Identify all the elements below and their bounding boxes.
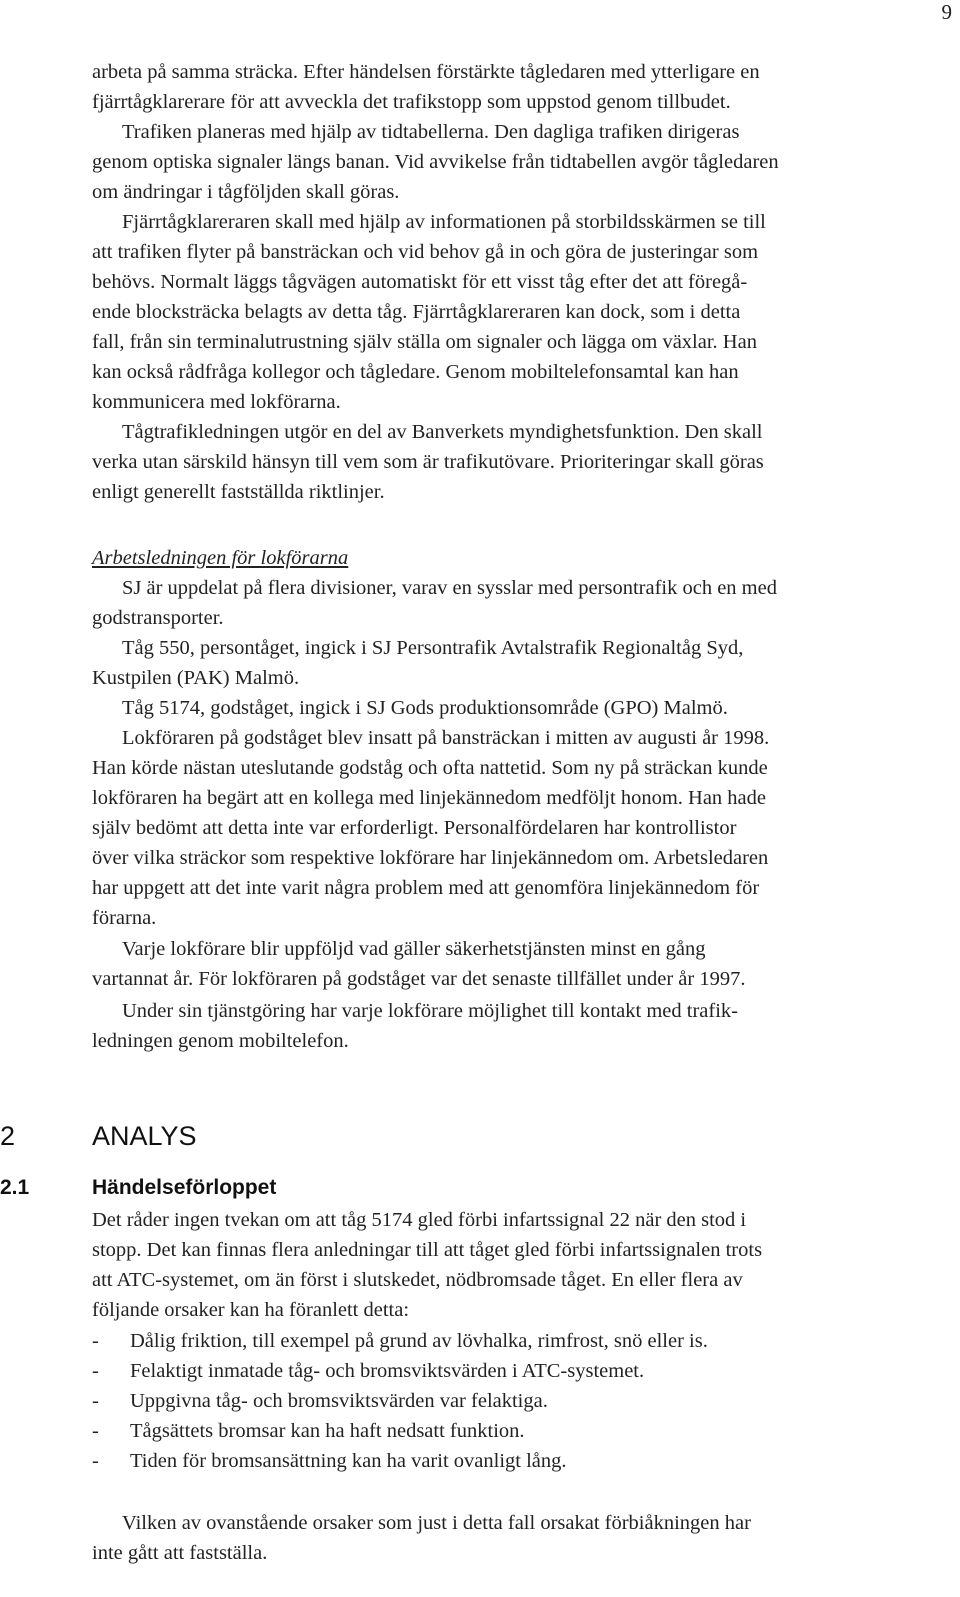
text-line: inte gått att fastställa. bbox=[92, 1542, 268, 1564]
list-item: Tågsättets bromsar kan ha haft nedsatt funktion. bbox=[130, 1420, 525, 1442]
text-line: Vilken av ovanstående orsaker som just i detta fall orsakat förbiåkningen har bbox=[122, 1512, 751, 1534]
list-bullet: - bbox=[92, 1420, 99, 1442]
text-line: Lokföraren på godståget blev insatt på bansträckan i mitten av augusti år 1998. bbox=[122, 727, 770, 749]
chapter-title: ANALYS bbox=[92, 1121, 197, 1151]
section-number: 2.1 bbox=[0, 1176, 30, 1199]
list-item: Tiden för bromsansättning kan ha varit ovanligt lång. bbox=[130, 1450, 567, 1472]
text-line: att ATC-systemet, om än först i slutskedet, nödbromsade tåget. En eller flera av bbox=[92, 1269, 743, 1291]
text-line: Varje lokförare blir uppföljd vad gäller säkerhetstjänsten minst en gång bbox=[122, 938, 706, 960]
text-line: verka utan särskild hänsyn till vem som är trafikutövare. Prioriteringar skall göras bbox=[92, 451, 764, 473]
list-bullet: - bbox=[92, 1330, 99, 1352]
text-line: enligt generellt fastställda riktlinjer. bbox=[92, 481, 385, 503]
text-line: förarna. bbox=[92, 907, 157, 929]
text-line: lokföraren ha begärt att en kollega med linjekännedom medföljt honom. Han hade bbox=[92, 787, 766, 809]
text-line: SJ är uppdelat på flera divisioner, varav en sysslar med persontrafik och en med bbox=[122, 577, 777, 599]
text-line: följande orsaker kan ha föranlett detta: bbox=[92, 1299, 410, 1321]
list-item: Felaktigt inmatade tåg- och bromsviktsvärden i ATC-systemet. bbox=[130, 1360, 645, 1382]
text-line: Tåg 550, persontåget, ingick i SJ Persontrafik Avtalstrafik Regionaltåg Syd, bbox=[122, 637, 744, 659]
section-title: Händelseförloppet bbox=[92, 1176, 277, 1199]
text-line: Tåg 5174, godståget, ingick i SJ Gods produktionsområde (GPO) Malmö. bbox=[122, 697, 728, 719]
text-line: att trafiken flyter på bansträckan och vid behov gå in och göra de justeringar som bbox=[92, 241, 759, 263]
text-line: Under sin tjänstgöring har varje lokförare möjlighet till kontakt med trafik- bbox=[122, 1000, 738, 1022]
chapter-number: 2 bbox=[0, 1121, 16, 1151]
list-bullet: - bbox=[92, 1390, 99, 1412]
text-line: behövs. Normalt läggs tågvägen automatiskt för ett visst tåg efter det att föregå- bbox=[92, 271, 748, 293]
text-line: arbeta på samma sträcka. Efter händelsen förstärkte tågledaren med ytterligare en bbox=[92, 61, 760, 83]
subsection-heading: Arbetsledningen för lokförarna bbox=[92, 547, 349, 569]
text-line: kommunicera med lokförarna. bbox=[92, 391, 341, 413]
text-line: godstransporter. bbox=[92, 607, 224, 629]
text-line: Fjärrtågklareraren skall med hjälp av informationen på storbildsskärmen se till bbox=[122, 211, 766, 233]
text-line: själv bedömt att detta inte var erforderligt. Personalfördelaren har kontrollistor bbox=[92, 817, 737, 839]
text-line: genom optiska signaler längs banan. Vid avvikelse från tidtabellen avgör tågledaren bbox=[92, 151, 779, 173]
text-line: Det råder ingen tvekan om att tåg 5174 gled förbi infartssignal 22 när den stod i bbox=[92, 1209, 747, 1231]
text-line: Kustpilen (PAK) Malmö. bbox=[92, 667, 300, 689]
list-item: Uppgivna tåg- och bromsviktsvärden var felaktiga. bbox=[130, 1390, 548, 1412]
text-line: om ändringar i tågföljden skall göras. bbox=[92, 181, 400, 203]
text-line: fall, från sin terminalutrustning själv ställa om signaler och lägga om växlar. Han bbox=[92, 331, 757, 353]
list-bullet: - bbox=[92, 1450, 99, 1472]
text-line: ende blocksträcka belagts av detta tåg. Fjärrtågklareraren kan dock, som i detta bbox=[92, 301, 741, 323]
page-number: 9 bbox=[941, 0, 952, 24]
text-line: över vilka sträckor som respektive lokförare har linjekännedom om. Arbetsledaren bbox=[92, 847, 769, 869]
text-line: Trafiken planeras med hjälp av tidtabellerna. Den dagliga trafiken dirigeras bbox=[122, 121, 740, 143]
text-line: stopp. Det kan finnas flera anledningar till att tåget gled förbi infartssignalen trots bbox=[92, 1239, 763, 1261]
text-line: Han körde nästan uteslutande godståg och ofta nattetid. Som ny på sträckan kunde bbox=[92, 757, 768, 779]
text-line: har uppgett att det inte varit några problem med att genomföra linjekännedom för bbox=[92, 877, 760, 899]
text-line: fjärrtågklarerare för att avveckla det trafikstopp som uppstod genom tillbudet. bbox=[92, 91, 731, 113]
text-line: ledningen genom mobiltelefon. bbox=[92, 1030, 349, 1052]
text-line: vartannat år. För lokföraren på godståget var det senaste tillfället under år 1997. bbox=[92, 968, 746, 990]
list-bullet: - bbox=[92, 1360, 99, 1382]
text-line: Tågtrafikledningen utgör en del av Banverkets myndighetsfunktion. Den skall bbox=[122, 421, 763, 443]
list-item: Dålig friktion, till exempel på grund av lövhalka, rimfrost, snö eller is. bbox=[130, 1330, 708, 1352]
text-line: kan också rådfråga kollegor och tågledare. Genom mobiltelefonsamtal kan han bbox=[92, 361, 739, 383]
